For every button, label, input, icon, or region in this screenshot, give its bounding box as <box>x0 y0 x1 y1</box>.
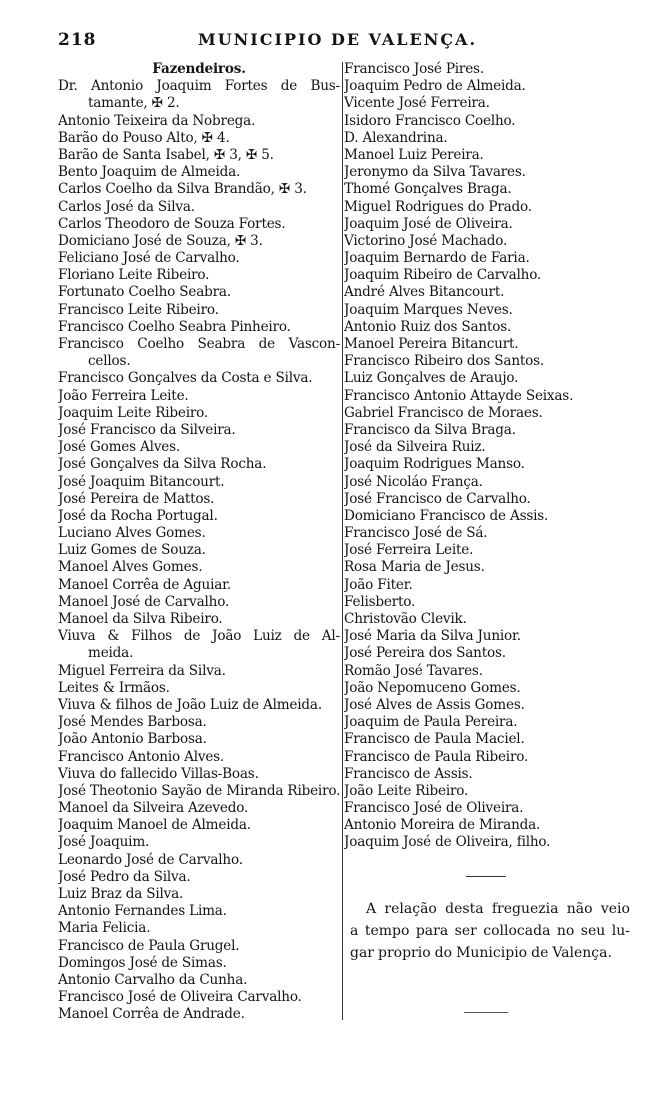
list-item: José Joaquim Bitancourt. <box>58 473 225 490</box>
list-item: Joaquim José de Oliveira, filho. <box>344 834 551 851</box>
list-item: José Mendes Barbosa. <box>58 714 207 731</box>
list-item: João Antonio Barbosa. <box>58 731 207 748</box>
list-item: Domiciano Francisco de Assis. <box>344 507 549 524</box>
list-item: Manoel da Silveira Azevedo. <box>58 800 249 817</box>
list-item: Luciano Alves Gomes. <box>58 525 206 542</box>
list-item: Vicente José Ferreira. <box>344 95 490 112</box>
list-item: Francisco Antonio Alves. <box>58 748 225 765</box>
list-item: Luiz Braz da Silva. <box>58 886 184 902</box>
note-line: a tempo para ser collocada no seu lu- <box>350 923 630 939</box>
list-item: José da Silveira Ruiz. <box>344 439 486 456</box>
list-item: Francisco de Assis. <box>344 765 473 782</box>
list-item: José Pereira de Mattos. <box>58 490 215 507</box>
list-item: Francisco de Paula Grugel. <box>58 937 240 954</box>
page-title: MUNICIPIO DE VALENÇA. <box>198 30 478 49</box>
list-item: Manoel Corrêa de Andrade. <box>58 1006 245 1023</box>
list-item: cellos. <box>88 353 131 370</box>
list-item: Carlos Coelho da Silva Brandão, ✠ 3. <box>58 181 307 198</box>
list-item: Joaquim Ribeiro de Carvalho. <box>344 267 542 284</box>
list-item: Isidoro Francisco Coelho. <box>344 112 516 129</box>
list-item: Joaquim de Paula Pereira. <box>344 714 518 731</box>
list-item: Viuva & Filhos de João Luiz de Al- <box>58 628 340 645</box>
list-item: Carlos José da Silva. <box>58 198 195 215</box>
list-item: Luiz Gomes de Souza. <box>58 542 206 559</box>
list-item: Viuva & filhos de João Luiz de Almeida. <box>58 696 322 713</box>
list-item: Francisco Antonio Attayde Seixas. <box>344 387 574 404</box>
list-item: José Francisco da Silveira. <box>58 421 236 438</box>
list-item: José Pedro da Silva. <box>58 868 191 885</box>
list-item: Antonio Moreira de Miranda. <box>344 817 541 834</box>
right-column <box>344 61 628 852</box>
list-item: Antonio Ruiz dos Santos. <box>344 318 512 335</box>
list-item: Manoel José de Carvalho. <box>58 593 230 610</box>
list-item: Barão de Santa Isabel, ✠ 3, ✠ 5. <box>58 146 274 163</box>
list-item: João Ferreira Leite. <box>58 387 189 404</box>
list-item: Francisco Coelho Seabra Pinheiro. <box>58 318 291 335</box>
list-item: Viuva do fallecido Villas-Boas. <box>58 765 259 782</box>
list-item: Rosa Maria de Jesus. <box>344 559 485 576</box>
list-item: Joaquim Marques Neves. <box>344 301 513 318</box>
list-item: Manoel Pereira Bitancurt. <box>344 336 519 352</box>
list-item: Francisco José Pires. <box>344 61 484 77</box>
list-item: Thomé Gonçalves Braga. <box>344 181 512 198</box>
list-item: José Maria da Silva Junior. <box>344 628 521 645</box>
list-item: André Alves Bitancourt. <box>344 284 505 301</box>
list-item: Manoel Corrêa de Aguiar. <box>58 576 232 593</box>
list-item: José Nicoláo França. <box>344 473 483 490</box>
note-line: gar proprio do Municipio de Valença. <box>350 945 612 961</box>
list-item: Jeronymo da Silva Tavares. <box>344 164 526 181</box>
list-item: D. Alexandrina. <box>344 129 448 146</box>
list-item: Joaquim Rodrigues Manso. <box>344 456 525 473</box>
list-item: Francisco de Paula Ribeiro. <box>344 748 529 765</box>
list-item: Maria Felicia. <box>58 920 151 937</box>
list-item: Leonardo José de Carvalho. <box>58 851 243 868</box>
list-item: Francisco José de Oliveira Carvalho. <box>58 989 302 1006</box>
list-item: Domingos José de Simas. <box>58 954 227 971</box>
list-item: Miguel Ferreira da Silva. <box>58 662 226 679</box>
list-item: José Francisco de Carvalho. <box>344 490 531 507</box>
list-item: Domiciano José de Souza, ✠ 3. <box>58 232 263 249</box>
list-item: Antonio Fernandes Lima. <box>58 903 227 920</box>
list-item: Joaquim Manoel de Almeida. <box>58 817 251 834</box>
list-item: Antonio Teixeira da Nobrega. <box>58 112 256 129</box>
list-item: Antonio Carvalho da Cunha. <box>58 971 248 988</box>
list-item: José Pereira dos Santos. <box>344 645 506 662</box>
list-item: Francisco Coelho Seabra de Vascon- <box>58 336 340 352</box>
list-item: José Gonçalves da Silva Rocha. <box>58 456 267 473</box>
list-item: José Ferreira Leite. <box>344 542 474 559</box>
list-item: Joaquim Bernardo de Faria. <box>344 250 530 267</box>
list-item: José Theotonio Sayão de Miranda Ribeiro. <box>58 782 340 799</box>
list-item: Francisco Gonçalves da Costa e Silva. <box>58 370 313 387</box>
list-item: João Leite Ribeiro. <box>344 782 469 799</box>
list-item: Carlos Theodoro de Souza Fortes. <box>58 215 286 232</box>
list-item: Gabriel Francisco de Moraes. <box>344 404 543 421</box>
list-item: José Joaquim. <box>58 834 150 851</box>
page-header <box>58 30 618 54</box>
list-item: tamante, ✠ 2. <box>88 95 180 112</box>
list-item: Francisco José de Oliveira. <box>344 800 524 817</box>
list-item: Francisco da Silva Braga. <box>344 421 516 438</box>
list-item: José Alves de Assis Gomes. <box>344 696 525 713</box>
end-ornament <box>464 1012 508 1013</box>
list-item: João Fiter. <box>344 576 413 593</box>
list-item: Floriano Leite Ribeiro. <box>58 267 210 284</box>
section-subtitle: Fazendeiros. <box>152 61 246 77</box>
note-line: A relação desta freguezia não veio <box>366 901 630 917</box>
list-item: Miguel Rodrigues do Prado. <box>344 198 532 215</box>
list-item: Feliciano José de Carvalho. <box>58 250 240 267</box>
list-item: Joaquim Leite Ribeiro. <box>58 404 209 421</box>
left-column <box>58 61 340 1024</box>
list-item: Manoel da Silva Ribeiro. <box>58 611 223 627</box>
list-item: Christovão Clevik. <box>344 611 467 627</box>
list-item: João Nepomuceno Gomes. <box>344 679 521 696</box>
list-item: Luiz Gonçalves de Araujo. <box>344 370 519 387</box>
list-item: Francisco José de Sá. <box>344 525 488 542</box>
list-item: Francisco Leite Ribeiro. <box>58 301 219 318</box>
list-item: Manoel Luiz Pereira. <box>344 146 484 163</box>
list-item: Romão José Tavares. <box>344 662 483 679</box>
list-item: José da Rocha Portugal. <box>58 507 218 524</box>
list-item: Bento Joaquim de Almeida. <box>58 164 241 181</box>
editorial-note <box>350 898 630 964</box>
list-item: meida. <box>88 645 134 662</box>
list-item: Victorino José Machado. <box>344 232 508 249</box>
list-item: Dr. Antonio Joaquim Fortes de Bus- <box>58 78 340 95</box>
list-item: José Gomes Alves. <box>58 439 181 456</box>
list-item: Leites & Irmãos. <box>58 679 170 696</box>
list-item: Barão do Pouso Alto, ✠ 4. <box>58 129 230 146</box>
list-item: Manoel Alves Gomes. <box>58 559 203 576</box>
separator-rule <box>466 876 506 877</box>
list-item: Francisco de Paula Maciel. <box>344 731 525 748</box>
column-divider <box>342 62 343 1020</box>
page-number: 218 <box>58 30 97 50</box>
list-item: Francisco Ribeiro dos Santos. <box>344 353 545 370</box>
list-item: Joaquim Pedro de Almeida. <box>344 78 526 95</box>
list-item: Joaquim José de Oliveira. <box>344 215 513 232</box>
list-item: Fortunato Coelho Seabra. <box>58 284 231 301</box>
list-item: Felisberto. <box>344 593 416 610</box>
